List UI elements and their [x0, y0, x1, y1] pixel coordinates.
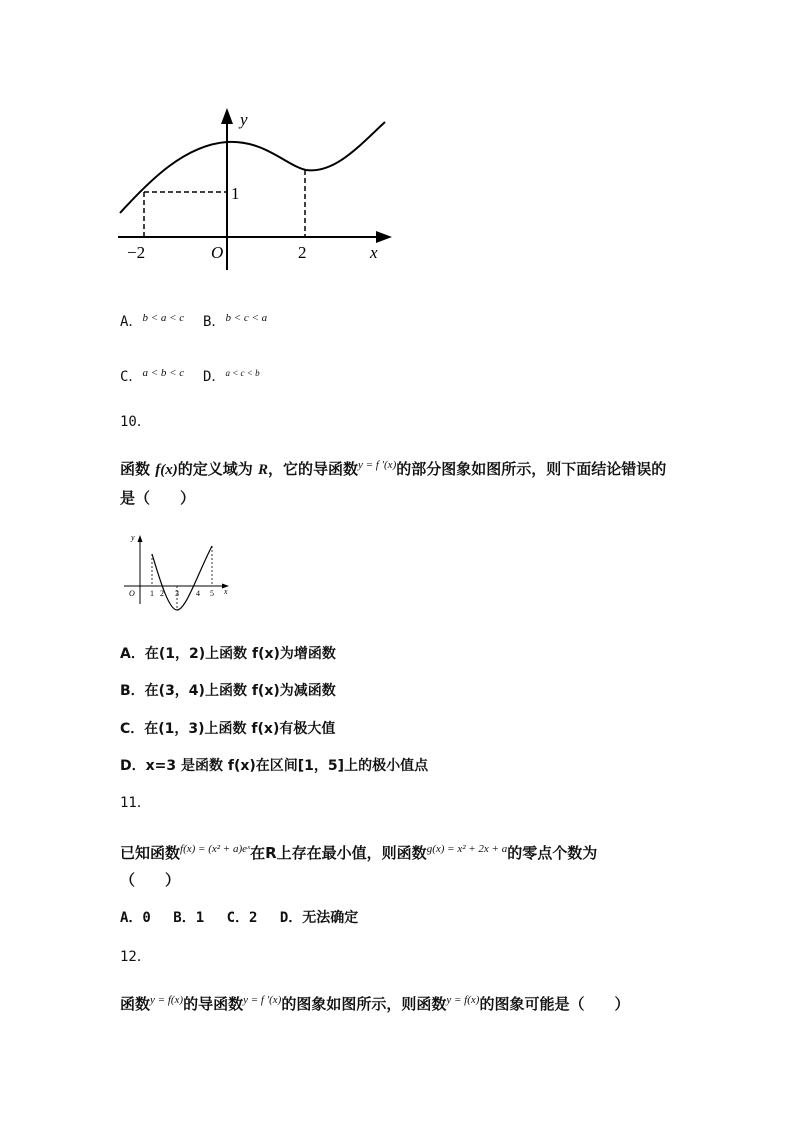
y-axis-arrow: [221, 108, 233, 124]
q10-tick-5: 5: [210, 589, 214, 598]
function-curve: [120, 122, 385, 213]
q10-stem-3: ，它的导函数: [267, 460, 358, 478]
q10-tick-4: 4: [196, 589, 200, 598]
q9-option-a-math: b < a < c: [142, 312, 185, 324]
q10-stem-2: 的定义域为: [177, 460, 258, 478]
q11-stem-2: 在R上存在最小值，则函数: [250, 844, 427, 862]
x-axis-label: x: [370, 243, 378, 262]
q10-number: 10．: [120, 414, 151, 430]
q9-option-b-label: B．: [203, 314, 226, 330]
q10-option-a[interactable]: A．在(1，2)上函数 f(x)为增函数: [120, 646, 336, 662]
tick-1: 1: [231, 184, 240, 203]
q11-fx-expr: f(x) = (x² + a)eˣ: [180, 843, 251, 855]
q12-fx2: y = f(x): [446, 994, 480, 1006]
q9-option-d-label: D．: [203, 369, 226, 385]
q10-stem-line1: [120, 458, 666, 479]
q11-stem-line1: [120, 842, 597, 863]
q10-option-d[interactable]: D．x=3 是函数 f(x)在区间[1，5]上的极小值点: [120, 758, 429, 774]
q10-R: R: [257, 462, 268, 478]
q10-x-label: x: [224, 587, 228, 596]
q10-tick-3: 3: [175, 589, 179, 598]
q10-fx: f(x): [155, 462, 178, 478]
q9-option-b-math: b < c < a: [225, 312, 268, 324]
q10-origin: O: [129, 589, 135, 598]
q11-number: 11．: [120, 795, 151, 811]
q12-stem: [120, 993, 629, 1014]
q9-option-c-label: C．: [120, 369, 143, 385]
y-axis-label: y: [240, 110, 248, 129]
q11-options[interactable]: A．0 B．1 C．2 D．无法确定: [120, 910, 359, 926]
q10-stem-4: 的部分图象如图所示，则下面结论错误的: [396, 460, 667, 478]
q10-tick-2: 2: [160, 589, 164, 598]
q10-stem-line2: 是（ ）: [120, 489, 196, 507]
origin-label: O: [211, 243, 224, 262]
q11-stem-1: 已知函数: [120, 844, 181, 862]
q11-stem-3: 的零点个数为: [507, 844, 598, 862]
q10-option-c[interactable]: C．在(1，3)上函数 f(x)有极大值: [120, 721, 336, 737]
tick-2: 2: [298, 243, 307, 262]
x-axis-arrow: [376, 231, 392, 243]
q12-dfx: y = f ′(x): [243, 994, 282, 1006]
tick-neg2: −2: [127, 243, 146, 262]
q10-stem-1: 函数: [120, 460, 156, 478]
q9-option-d[interactable]: [203, 366, 260, 386]
q12-number: 12．: [120, 949, 151, 965]
q11-gx-expr: g(x) = x² + 2x + a: [426, 843, 508, 855]
q9-option-c[interactable]: [120, 366, 184, 386]
graph-q10: [120, 528, 235, 618]
q12-stem-1: 函数: [120, 995, 151, 1013]
graph-q9: [110, 100, 410, 280]
q10-derivative-curve: [152, 546, 212, 610]
q12-stem-4: 的图象可能是（ ）: [479, 995, 630, 1013]
q11-stem-line2: （ ）: [120, 871, 181, 889]
q9-option-a[interactable]: [120, 311, 184, 331]
q12-stem-2: 的导函数: [183, 995, 244, 1013]
q10-tick-1: 1: [150, 589, 154, 598]
q10-deriv: y = f ′(x): [358, 459, 397, 471]
q10-y-arrow: [138, 535, 143, 542]
q9-option-c-math: a < b < c: [142, 367, 185, 379]
q10-y-label: y: [131, 533, 135, 542]
q9-option-d-math: a < c < b: [225, 368, 260, 378]
q12-fx: y = f(x): [150, 994, 184, 1006]
q10-option-b[interactable]: B．在(3，4)上函数 f(x)为减函数: [120, 683, 336, 699]
q9-option-b[interactable]: [203, 311, 267, 331]
q9-option-a-label: A．: [120, 314, 143, 330]
q12-stem-3: 的图象如图所示，则函数: [281, 995, 447, 1013]
